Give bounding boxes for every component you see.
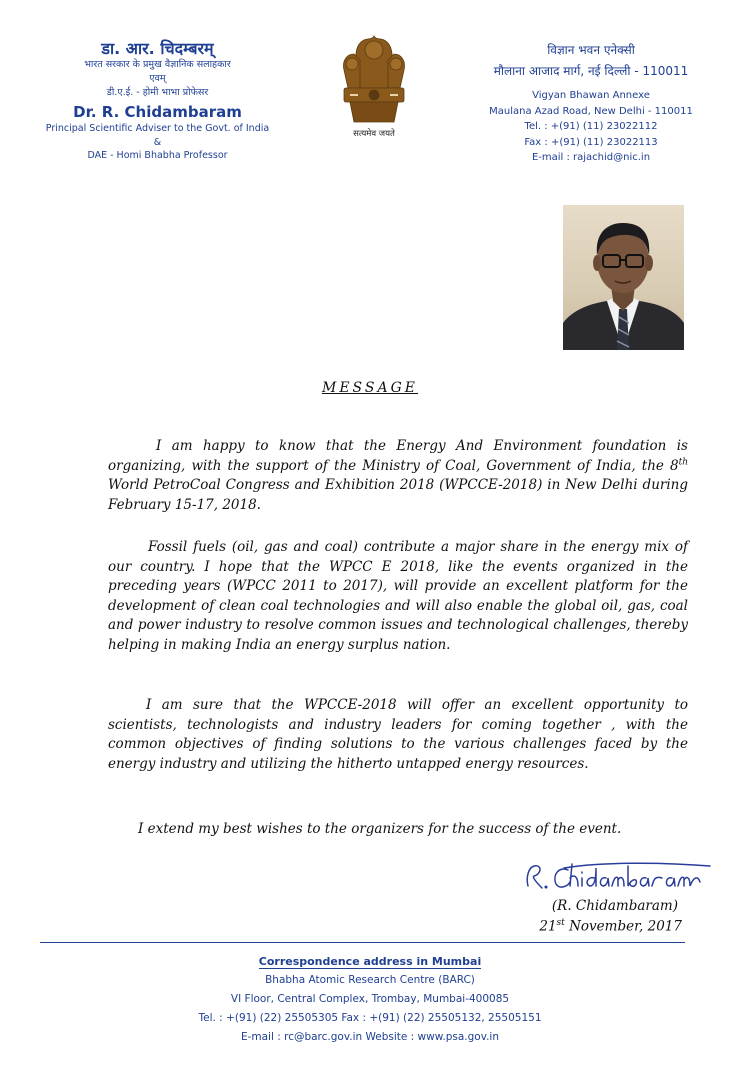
portrait-photo — [563, 205, 684, 350]
english-professor: DAE - Homi Bhabha Professor — [87, 150, 228, 161]
message-paragraph-3: I am sure that the WPCCE-2018 will offer an excellent opportunity to scientists, technologists and industry leaders for coming together , with the common objectives of finding solutions to the various challenges faced by the energy industry and utilizing the hitherto untapped energy resources. — [108, 697, 688, 772]
english-name: Dr. R. Chidambaram — [73, 103, 242, 121]
footer-line-1: Bhabha Atomic Research Centre (BARC) — [265, 974, 475, 986]
footer-line-2: VI Floor, Central Complex, Trombay, Mumbai-400085 — [230, 993, 510, 1005]
letterhead-left — [40, 40, 275, 163]
message-title: MESSAGE — [321, 380, 418, 396]
national-emblem-icon — [336, 30, 412, 142]
message-paragraph-2: Fossil fuels (oil, gas and coal) contribute a major share in the energy mix of our country. I hope that the WPCC E 2018, like the events organized in the preceding years (WPCC 2011 to 2017), will provide an excellent platform for the development of clean coal technologies and will also enable the global oil, gas, coal and power industry to resolve common issues and technological challenges, thereby helping in making India an energy surplus nation. — [108, 539, 688, 653]
signatory-name: (R. Chidambaram) — [551, 898, 678, 914]
letterhead-right — [466, 40, 716, 166]
ampersand: & — [153, 136, 162, 148]
footer-line-4: E-mail : rc@barc.gov.in Website : www.psa.gov.in — [240, 1031, 500, 1043]
footer-address — [120, 952, 620, 1047]
address: Maulana Azad Road, New Delhi - 110011 — [489, 105, 693, 117]
message-paragraph-1: I am happy to know that the Energy And Environment foundation is organizing, with the support of the Ministry of Coal, Government of India, the 8th World PetroCoal Congress and Exhibition 2018 (WPCCE-2018) in New Delhi during February 15-17, 2018. — [108, 438, 688, 513]
telephone: Tel. : +(91) (11) 23022112 — [524, 121, 658, 132]
english-title: Principal Scientific Adviser to the Govt. of India — [45, 123, 270, 134]
hindi-and: एवम् — [149, 73, 166, 84]
fax: Fax : +(91) (11) 23022113 — [524, 136, 658, 148]
building-name: Vigyan Bhawan Annexe — [532, 90, 650, 101]
hindi-name: डा. आर. चिदम्बरम् — [101, 39, 214, 58]
hindi-title: भारत सरकार के प्रमुख वैज्ञानिक सलाहकार — [84, 59, 231, 70]
hindi-building: विज्ञान भवन एनेक्सी — [547, 43, 635, 57]
hindi-address: मौलाना आजाद मार्ग, नई दिल्ली - 110011 — [493, 64, 689, 78]
hindi-professor: डी.ए.ई. - होमी भाभा प्रोफेसर — [106, 87, 209, 98]
email: E-mail : rajachid@nic.in — [531, 152, 651, 163]
handwritten-signature — [520, 860, 720, 894]
footer-heading: Correspondence address in Mumbai — [258, 955, 482, 968]
emblem-motto: सत्यमेव जयते — [353, 129, 395, 139]
footer-divider — [40, 942, 685, 943]
letter-date: 21st November, 2017 — [539, 918, 682, 935]
message-paragraph-4: I extend my best wishes to the organizers for the success of the event. — [138, 821, 622, 837]
footer-line-3: Tel. : +(91) (22) 25505305 Fax : +(91) (22) 25505132, 25505151 — [198, 1012, 542, 1024]
